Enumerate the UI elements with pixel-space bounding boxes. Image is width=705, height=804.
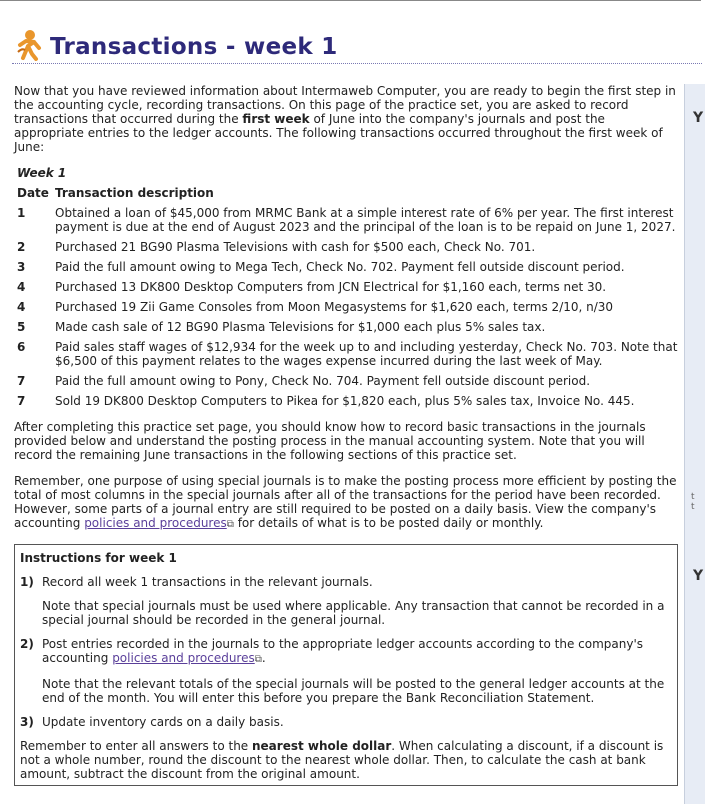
row-description: Paid sales staff wages of $12,934 for the week up to and including yesterday, Check No. 703. Note that $6,500 of this payment relates to the wages expense incurred during the last week of May. <box>55 340 678 368</box>
instructions-box <box>14 544 678 786</box>
row-date: 3 <box>17 260 26 274</box>
table-row <box>17 374 678 394</box>
row-description: Purchased 19 Zii Game Consoles from Moon Megasystems for $1,620 each, terms 2/10, n/30 <box>55 300 614 314</box>
main-content <box>14 84 678 786</box>
row-date: 4 <box>17 280 26 294</box>
row-description: Purchased 13 DK800 Desktop Computers from JCN Electrical for $1,160 each, terms net 30. <box>55 280 607 294</box>
instructions-title: Instructions for week 1 <box>20 551 177 565</box>
step-2-note: Note that the relevant totals of the special journals will be posted to the general ledger accounts at the end of the month. You will enter this before you prepare the Bank Reconciliation Statement. <box>42 677 665 705</box>
step-text: Update inventory cards on a daily basis. <box>42 715 284 729</box>
row-description: Sold 19 DK800 Desktop Computers to Pikea for $1,820 each, plus 5% sales tax, Invoice No. 445. <box>55 394 635 408</box>
row-date: 6 <box>17 340 26 354</box>
table-row <box>17 394 678 414</box>
step-number: 2) <box>20 637 34 651</box>
side-panel-letter-bottom: Y <box>693 568 704 584</box>
intro-bold-text: first week <box>242 112 310 126</box>
table-row <box>17 300 678 320</box>
rounding-reminder <box>20 739 671 781</box>
step-number: 1) <box>20 575 34 589</box>
rounding-text-end: . When calculating a discount, if a discount is not a whole number, round the discount to the nearest whole dollar. Then, to calculate the cash at bank amount, subtract the discount from the original amount. <box>20 739 664 781</box>
side-panel[interactable] <box>684 84 705 804</box>
step-text <box>42 637 671 667</box>
description-column-header: Transaction description <box>55 186 214 200</box>
row-date: 5 <box>17 320 26 334</box>
intro-text-end: of June into the company's journals and post the appropriate entries to the ledger accounts. The following transactions occurred throughout the first week of June: <box>14 112 663 154</box>
table-row <box>17 260 678 280</box>
page-title: Transactions - week 1 <box>50 34 338 60</box>
instruction-step-1 <box>20 575 671 589</box>
side-panel-fragment: t t <box>691 492 695 512</box>
intro-text: Now that you have reviewed information about Intermaweb Computer, you are ready to begin the first step in the accounting cycle, recording transactions. On this page of the practice set, you are asked to record transactions that occurred during the <box>14 84 676 126</box>
row-description: Paid the full amount owing to Pony, Check No. 704. Payment fell outside discount period. <box>55 374 591 388</box>
table-header-row <box>17 186 678 206</box>
table-row <box>17 206 678 240</box>
step-2-text: Post entries recorded in the journals to the appropriate ledger accounts according to the company's accounting <box>42 637 643 665</box>
row-description: Purchased 21 BG90 Plasma Televisions with cash for $500 each, Check No. 701. <box>55 240 536 254</box>
external-link-icon: ⧉ <box>254 654 262 665</box>
policies-procedures-link[interactable]: policies and procedures <box>84 516 227 530</box>
step-1-note: Note that special journals must be used where applicable. Any transaction that cannot be recorded in a special journal should be recorded in the general journal. <box>42 599 665 627</box>
week-label: Week 1 <box>17 166 67 180</box>
row-description: Obtained a loan of $45,000 from MRMC Bank at a simple interest rate of 6% per year. The first interest payment is due at the end of August 2023 and the principal of the loan is to be repaid on June 1, 2027. <box>55 206 676 234</box>
row-description: Paid the full amount owing to Mega Tech, Check No. 702. Payment fell outside discount period. <box>55 260 625 274</box>
date-column-header: Date <box>17 186 49 200</box>
page-header <box>12 28 692 64</box>
rounding-bold-text: nearest whole dollar <box>252 739 392 753</box>
table-row <box>17 320 678 340</box>
after-completing-paragraph: After completing this practice set page, you should know how to record basic transactions in the journals provided below and understand the posting process in the manual accounting system. Note that you will record the remaining June transactions in the following sections of this practice set. <box>14 420 646 462</box>
policies-procedures-link[interactable]: policies and procedures <box>112 651 255 665</box>
row-date: 7 <box>17 374 26 388</box>
top-border <box>0 0 701 1</box>
step-2-text-end: . <box>261 651 266 665</box>
table-row <box>17 240 678 260</box>
side-panel-letter-top: Y <box>693 110 704 126</box>
row-date: 1 <box>17 206 26 220</box>
intro-paragraph <box>14 84 678 154</box>
running-person-icon <box>12 28 46 62</box>
row-description: Made cash sale of 12 BG90 Plasma Televisions for $1,000 each plus 5% sales tax. <box>55 320 546 334</box>
remember-text: Remember, one purpose of using special journals is to make the posting process more efficient by posting the total of most columns in the special journals after all of the transactions for the period have been recorded. However, some parts of a journal entry are still required to be posted on a daily basis. View the company's accounting <box>14 474 677 530</box>
external-link-icon: ⧉ <box>226 519 234 530</box>
transactions-table <box>17 186 678 414</box>
title-divider <box>12 63 702 64</box>
row-date: 7 <box>17 394 26 408</box>
row-date: 2 <box>17 240 26 254</box>
table-row <box>17 340 678 374</box>
rounding-text: Remember to enter all answers to the <box>20 739 252 753</box>
instruction-step-2 <box>20 637 671 667</box>
remember-text-end: for details of what is to be posted daily or monthly. <box>233 516 544 530</box>
instruction-step-3 <box>20 715 671 729</box>
remember-paragraph <box>14 474 678 532</box>
step-number: 3) <box>20 715 34 729</box>
table-row <box>17 280 678 300</box>
row-date: 4 <box>17 300 26 314</box>
step-text: Record all week 1 transactions in the relevant journals. <box>42 575 373 589</box>
